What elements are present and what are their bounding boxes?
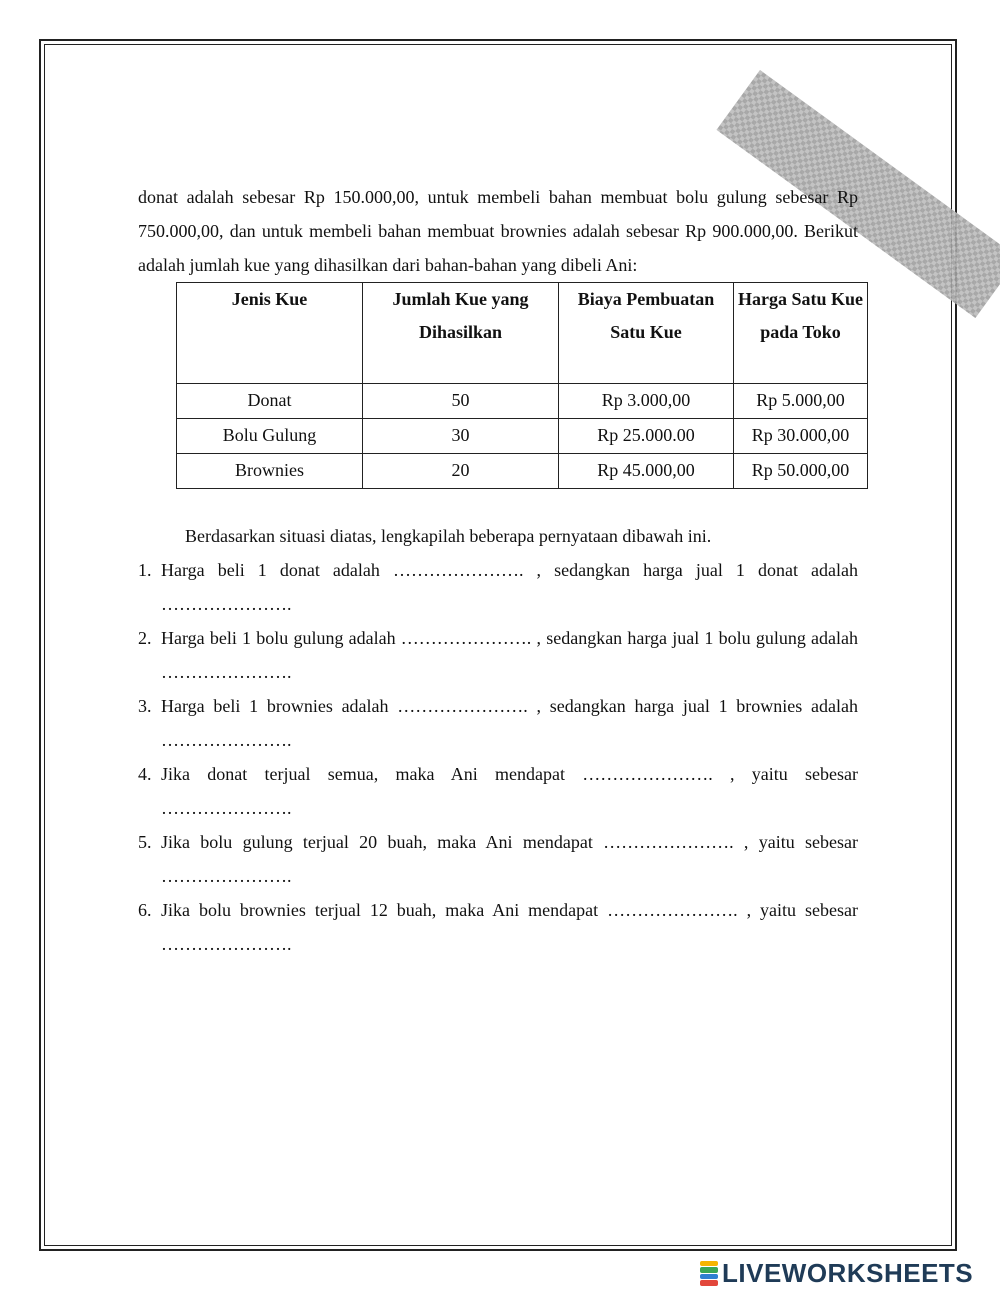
cell-name: Donat: [177, 384, 363, 419]
item-number: 5.: [138, 832, 152, 852]
header-jenis-kue: Jenis Kue: [177, 283, 363, 384]
cell-count: 30: [363, 419, 559, 454]
header-harga: Harga Satu Kue pada Toko: [734, 283, 868, 384]
statement-list: [138, 553, 858, 961]
item-text: Jika donat terjual semua, maka Ani mendapat …………………. , yaitu sebesar ………………….: [161, 764, 858, 818]
cell-cost: Rp 3.000,00: [559, 384, 734, 419]
item-text: Harga beli 1 donat adalah …………………. , sedangkan harga jual 1 donat adalah ………………….: [161, 560, 858, 614]
item-number: 1.: [138, 560, 152, 580]
cake-table: [176, 282, 868, 489]
cell-name: Bolu Gulung: [177, 419, 363, 454]
item-text: Jika bolu gulung terjual 20 buah, maka Ani mendapat …………………. , yaitu sebesar ………………….: [161, 832, 858, 886]
list-item: [138, 893, 858, 961]
list-item: [138, 553, 858, 621]
table-row: [177, 419, 868, 454]
item-text: Jika bolu brownies terjual 12 buah, maka Ani mendapat …………………. , yaitu sebesar ………………….: [161, 900, 858, 954]
item-number: 2.: [138, 628, 152, 648]
cell-count: 50: [363, 384, 559, 419]
cell-name: Brownies: [177, 454, 363, 489]
table-row: [177, 384, 868, 419]
cell-cost: Rp 25.000.00: [559, 419, 734, 454]
cell-count: 20: [363, 454, 559, 489]
logo-icon: [700, 1261, 718, 1287]
item-text: Harga beli 1 bolu gulung adalah …………………. , sedangkan harga jual 1 bolu gulung adalah ………………….: [161, 628, 858, 682]
list-item: [138, 689, 858, 757]
worksheet-content: [138, 180, 864, 961]
instruction-text: Berdasarkan situasi diatas, lengkapilah beberapa pernyataan dibawah ini.: [185, 526, 712, 546]
logo-block: [700, 1274, 718, 1280]
cell-price: Rp 5.000,00: [734, 384, 868, 419]
cell-price: Rp 30.000,00: [734, 419, 868, 454]
logo-text: LIVEWORKSHEETS: [722, 1258, 974, 1288]
logo-block: [700, 1280, 718, 1286]
logo-block: [700, 1261, 718, 1267]
table-row: [177, 454, 868, 489]
logo-block: [700, 1267, 718, 1273]
item-number: 3.: [138, 696, 152, 716]
list-item: [138, 757, 858, 825]
item-text: Harga beli 1 brownies adalah …………………. , sedangkan harga jual 1 brownies adalah ………………….: [161, 696, 858, 750]
list-item: [138, 621, 858, 689]
liveworksheets-logo[interactable]: [700, 1258, 973, 1289]
item-number: 6.: [138, 900, 152, 920]
list-item: [138, 825, 858, 893]
cell-cost: Rp 45.000,00: [559, 454, 734, 489]
header-jumlah-kue: Jumlah Kue yang Dihasilkan: [363, 283, 559, 384]
table-header-row: [177, 283, 868, 384]
item-number: 4.: [138, 764, 152, 784]
intro-paragraph: donat adalah sebesar Rp 150.000,00, untuk membeli bahan membuat bolu gulung sebesar Rp 750.000,00, dan untuk membeli bahan membuat brownies adalah sebesar Rp 900.000,00. Berikut adalah jumlah kue yang dihasilkan dari bahan-bahan yang dibeli Ani:: [138, 187, 858, 275]
header-biaya: Biaya Pembuatan Satu Kue: [559, 283, 734, 384]
cell-price: Rp 50.000,00: [734, 454, 868, 489]
